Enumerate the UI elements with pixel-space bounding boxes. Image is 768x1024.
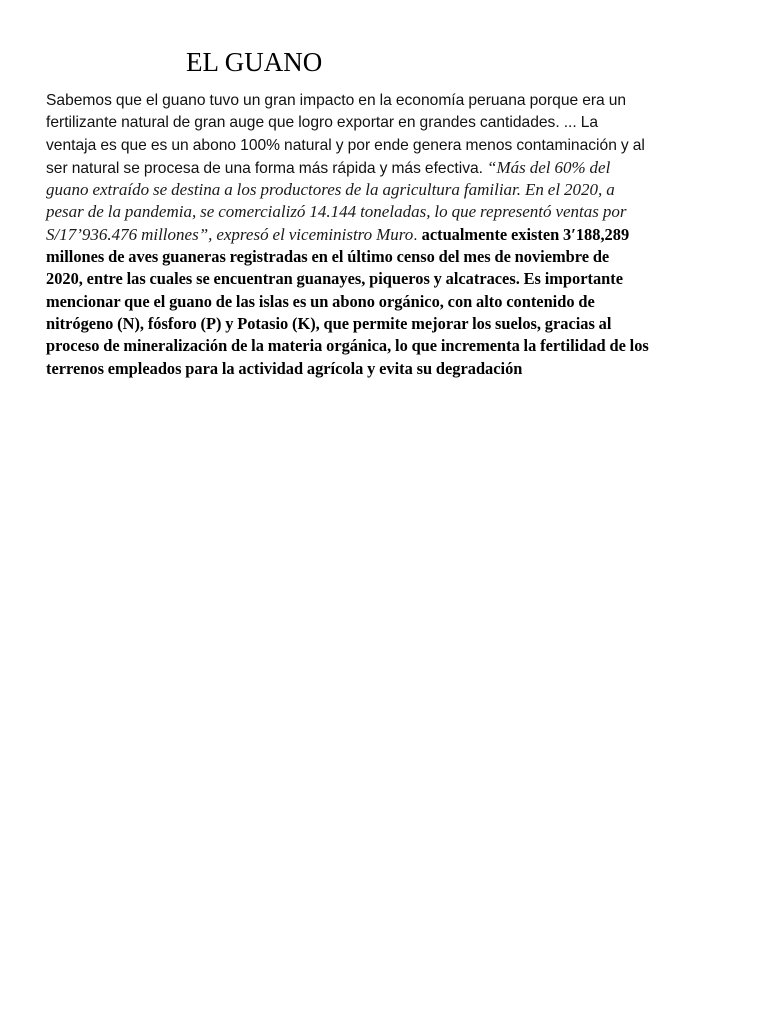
text-line: [46, 201, 726, 223]
text-line: [46, 135, 726, 157]
text-segment-bold: millones de aves guaneras registradas en el último censo del mes de noviembre de: [46, 247, 610, 267]
text-segment-bold: nitrógeno (N), fósforo (P) y Potasio (K), que permite mejorar los suelos, gracias al: [46, 313, 612, 333]
body-paragraph: [46, 90, 726, 380]
text-segment-bold: 2020, entre las cuales se encuentran guanayes, piqueros y alcatraces. Es importante: [46, 269, 624, 289]
text-segment-ital: S/17’936.476 millones”, expresó el viceministro Muro: [46, 224, 414, 244]
text-segment-bold: mencionar que el guano de las islas es un abono orgánico, con alto contenido de: [46, 291, 595, 311]
text-segment-sans: ser natural se procesa de una forma más rápida y más efectiva.: [46, 159, 488, 177]
text-segment-sans: ventaja es que es un abono 100% natural y por ende genera menos contaminación y al: [46, 136, 645, 154]
text-line: [46, 157, 726, 179]
text-line: [46, 90, 726, 112]
text-segment-bold: terrenos empleados para la actividad agrícola y evita su degradación: [46, 358, 523, 378]
text-segment-sans: Sabemos que el guano tuvo un gran impacto en la economía peruana porque era un: [46, 92, 627, 109]
text-segment-ital: “Más del 60% del: [487, 157, 611, 177]
text-segment-sans: .: [413, 226, 422, 244]
text-segment-sans: fertilizante natural de gran auge que logro exportar en grandes cantidades. ... La: [46, 114, 599, 132]
text-line: [46, 112, 726, 134]
text-line: [46, 358, 726, 380]
text-line: [46, 179, 726, 201]
text-segment-bold: actualmente existen 3′188,289: [421, 224, 630, 244]
document-title: EL GUANO: [186, 47, 323, 77]
text-line: [46, 246, 726, 268]
text-line: [46, 224, 726, 246]
text-line: [46, 335, 726, 357]
text-line: [46, 291, 726, 313]
text-line: [46, 313, 726, 335]
text-segment-bold: proceso de mineralización de la materia orgánica, lo que incrementa la fertilidad de los: [46, 336, 649, 356]
text-segment-ital: guano extraído se destina a los productores de la agricultura familiar. En el 2020, a: [46, 180, 615, 200]
text-line: [46, 268, 726, 290]
text-segment-ital: pesar de la pandemia, se comercializó 14.144 toneladas, lo que representó ventas por: [46, 202, 627, 222]
